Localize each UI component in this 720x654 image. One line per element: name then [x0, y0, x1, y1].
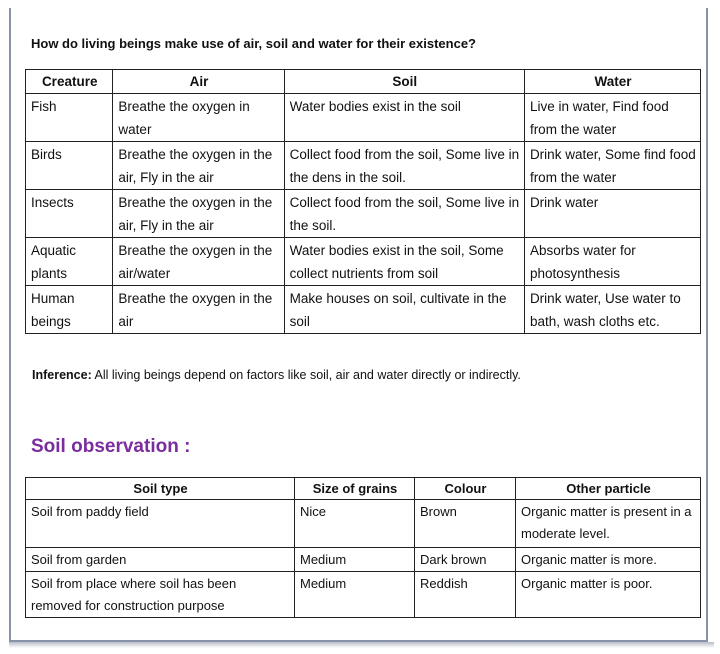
cell-other-particle: Organic matter is more. [516, 548, 701, 572]
header-water: Water [524, 70, 700, 94]
table-row [26, 190, 701, 238]
soil-observation-table [25, 477, 701, 618]
cell-grain-size: Nice [295, 500, 415, 548]
table-row [26, 238, 701, 286]
cell-colour: Brown [415, 500, 516, 548]
cell-water: Live in water, Find food from the water [524, 94, 700, 142]
cell-soil-type: Soil from place where soil has been removed for construction purpose [26, 572, 295, 618]
cell-air: Breathe the oxygen in water [113, 94, 284, 142]
cell-air: Breathe the oxygen in the air [113, 286, 284, 334]
cell-creature: Human beings [26, 286, 113, 334]
cell-water: Drink water, Use water to bath, wash cloths etc. [524, 286, 700, 334]
question-heading: How do living beings make use of air, soil and water for their existence? [31, 36, 477, 51]
soil-observation-title: Soil observation : [31, 436, 191, 457]
table-row [26, 572, 701, 618]
cell-creature: Fish [26, 94, 113, 142]
cell-soil: Make houses on soil, cultivate in the soil [284, 286, 524, 334]
table-header-row [26, 70, 701, 94]
cell-creature: Birds [26, 142, 113, 190]
cell-colour: Reddish [415, 572, 516, 618]
cell-soil-type: Soil from paddy field [26, 500, 295, 548]
cell-colour: Dark brown [415, 548, 516, 572]
header-soil: Soil [284, 70, 524, 94]
table-header-row [26, 478, 701, 500]
table-row [26, 548, 701, 572]
header-colour: Colour [415, 478, 516, 500]
page-shadow [9, 642, 714, 648]
cell-other-particle: Organic matter is poor. [516, 572, 701, 618]
table-row [26, 500, 701, 548]
cell-water: Absorbs water for photosynthesis [524, 238, 700, 286]
header-creature: Creature [26, 70, 113, 94]
cell-soil-type: Soil from garden [26, 548, 295, 572]
table-row [26, 94, 701, 142]
cell-water: Drink water [524, 190, 700, 238]
inference-text [32, 368, 521, 382]
cell-air: Breathe the oxygen in the air, Fly in the air [113, 190, 284, 238]
cell-other-particle: Organic matter is present in a moderate level. [516, 500, 701, 548]
cell-air: Breathe the oxygen in the air/water [113, 238, 284, 286]
cell-grain-size: Medium [295, 548, 415, 572]
header-soil-type: Soil type [26, 478, 295, 500]
cell-creature: Aquatic plants [26, 238, 113, 286]
cell-water: Drink water, Some find food from the water [524, 142, 700, 190]
table-row [26, 286, 701, 334]
header-air: Air [113, 70, 284, 94]
cell-soil: Water bodies exist in the soil [284, 94, 524, 142]
creature-usage-table [25, 69, 701, 334]
cell-grain-size: Medium [295, 572, 415, 618]
header-other-particle: Other particle [516, 478, 701, 500]
cell-creature: Insects [26, 190, 113, 238]
cell-soil: Collect food from the soil, Some live in the dens in the soil. [284, 142, 524, 190]
table-row [26, 142, 701, 190]
cell-soil: Water bodies exist in the soil, Some collect nutrients from soil [284, 238, 524, 286]
inference-body: All living beings depend on factors like soil, air and water directly or indirectly. [91, 368, 521, 382]
inference-label: Inference: [32, 368, 92, 382]
cell-soil: Collect food from the soil, Some live in the soil. [284, 190, 524, 238]
cell-air: Breathe the oxygen in the air, Fly in the air [113, 142, 284, 190]
header-grain-size: Size of grains [295, 478, 415, 500]
